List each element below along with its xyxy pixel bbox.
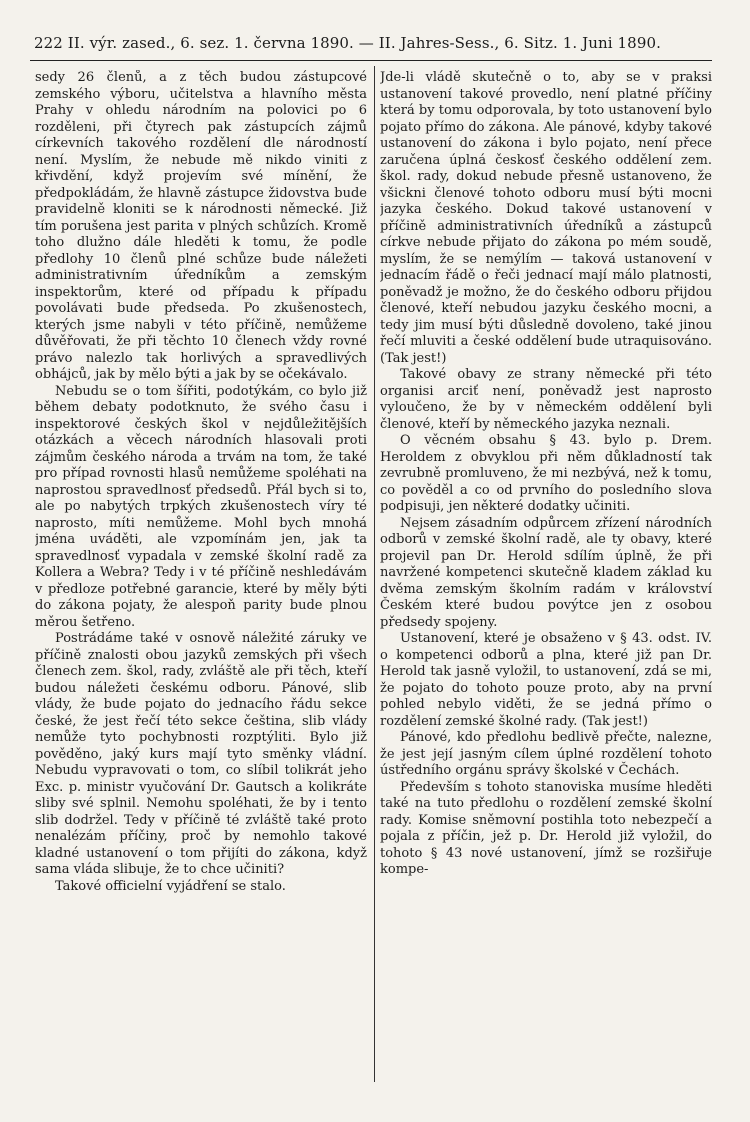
paragraph: Postrádáme také v osnově náležité záruky ve příčině znalosti obou jazyků zemských při všech členech zem. škol, rady, zvláště ale při těch, kteří budou náležeti českému odboru. Pánové, slib vlády, že bude pojato do jednacího řádu sekce české, že jest řečí této sekce čeština, slib vlády nemůže tyto pochybnosti rozptýliti. Bylo již pověděno, jaký kurs mají tyto směnky vládní. Nebudu vypravovati o tom, co slíbil tolikrát jeho Exc. p. ministr vyučování Dr. Gautsch a kolikráte sliby své splnil. Nemohu spoléhati, že by i tento slib dodržel. Tedy v příčině té zvláště také proto nenalézám příčiny, proč by nemohlo takové kladné ustanovení o tom přijíti do zákona, když sama vláda slibuje, že to chce učiniti? xyxy=(35,631,367,877)
paragraph: Jde-li vládě skutečně o to, aby se v praksi ustanovení takové provedlo, není platné příčiny která by tomu odporovala, by toto ustanovení bylo pojato přímo do zákona. Ale pánové, kdyby takové ustanovení do zákona i bylo pojato, není přece zaručena úplná českosť českého oddělení zem. škol. rady, dokud nebude přesně ustanoveno, že všickni členové tohoto odboru musí býti mocni jazyka českého. Dokud takové ustanovení v příčině administrativních úředníků a zástupců církve nebude přijato do zákona po mém soudě, myslím, že se nemýlím — taková ustanovení v jednacím řádě o řeči jednací mají málo platnosti, poněvadž je možno, že do českého odboru přijdou členové, kteří nebudou jazyku českého mocni, a tedy jim musí býti důsledně dovoleno, také jinou řečí mluviti a české oddělení bude utraquisováno. (Tak jest!) xyxy=(380,70,712,366)
paragraph: Takové obavy ze strany německé při této organisi arciť není, poněvadž jest naprosto vyloučeno, že by v německém oddělení byli členové, kteří by německého jazyka neznali. xyxy=(380,367,712,432)
left-column xyxy=(35,70,367,1090)
column-divider xyxy=(374,66,375,1082)
paragraph: Nejsem zásadním odpůrcem zřízení národních odborů v zemské školní radě, ale ty obavy, které projevil pan Dr. Herold sdílím úplně, že při navržené kompetenci skutečně kladem základ ku dvěma zemským školním radám v království Českém které budou povýtce jen z osobou předsedy spojeny. xyxy=(380,515,712,630)
header-rule xyxy=(30,60,712,61)
page-header: 222 II. výr. zased., 6. sez. 1. června 1890. — II. Jahres-Sess., 6. Sitz. 1. Juni 1890. xyxy=(34,34,661,52)
paragraph: Ustanovení, které je obsaženo v § 43. odst. IV. o kompetenci odborů a plna, které již pan Dr. Herold tak jasně vyložil, to ustanovení, zdá se mi, že pojato do tohoto pouze proto, aby na první pohled nebylo viděti, že se jedná přímo o rozdělení zemské školné rady. (Tak jest!) xyxy=(380,631,712,729)
paragraph: Pánové, kdo předlohu bedlivě přečte, nalezne, že jest její jasným cílem úplné rozdělení tohoto ústředního orgánu správy školské v Čechách. xyxy=(380,730,712,778)
paragraph: sedy 26 členů, a z těch budou zástupcové zemského výboru, učitelstva a hlavního města Prahy v ohledu národním na polovici po 6 rozděleni, při čtyrech pak zástupcích zájmů církevních takového rozdělení dle národností není. Myslím, že nebude mě nikdo viniti z křivdění, když projevím své mínění, že předpokládám, že hlavně zástupce židovstva bude pravidelně kloniti se k národnosti německé. Již tím porušena jest parita v plných schůzích. Kromě toho dlužno dále hleděti k tomu, že podle předlohy 10 členů plné schůze bude náležeti administrativním úředníkům a zemským inspektorům, které od případu k případu povolávati bude předseda. Po zkušenostech, kterých jsme nabyli v této příčině, nemůžeme důvěřovati, že při těchto 10 členech vždy rovné právo nalezlo tak horlivých a spravedlivých obhájců, jak by mělo býti a jak by se očekávalo. xyxy=(35,70,367,382)
right-column xyxy=(380,70,712,1090)
paragraph: Především s tohoto stanoviska musíme hleděti také na tuto předlohu o rozdělení zemské školní rady. Komise sněmovní postihla toto nebezpečí a pojala z příčin, jež p. Dr. Herold již vyložil, do tohoto § 43 nové ustanovení, jímž se rozšiřuje kompe- xyxy=(380,779,712,877)
paragraph: O věcném obsahu § 43. bylo p. Drem. Heroldem z obvyklou při něm důkladností tak zevrubně promluveno, že mi nezbývá, než k tomu, co pověděl a co od prvního do posledního slova podpisuji, jen některé dodatky učiniti. xyxy=(380,433,712,514)
paragraph: Nebudu se o tom šířiti, podotýkám, co bylo již během debaty podotknuto, že svého času i inspektorové českých škol v nejdůležitějších otázkách a věcech národních hlasovali proti zájmům českého národa a trvám na tom, že také pro případ rovnosti hlasů nemůžeme spoléhati na naprostou spravedlnosť předsedů. Přál bych si to, ale po nabytých trpkých zkušenostech víry té naprosto, míti nemůžeme. Mohl bych mnohá jména uváděti, ale vzpomínám jen, jak ta spravedlnosť vypadala v zemské školní radě za Kollera a Webra? Tedy i v té příčině neshledávám v předloze potřebné garancie, které by měly býti do zákona pojaty, že alespoň parity bude plnou měrou šetřeno. xyxy=(35,383,367,630)
paragraph: Takové officielní vyjádření se stalo. xyxy=(55,878,286,894)
